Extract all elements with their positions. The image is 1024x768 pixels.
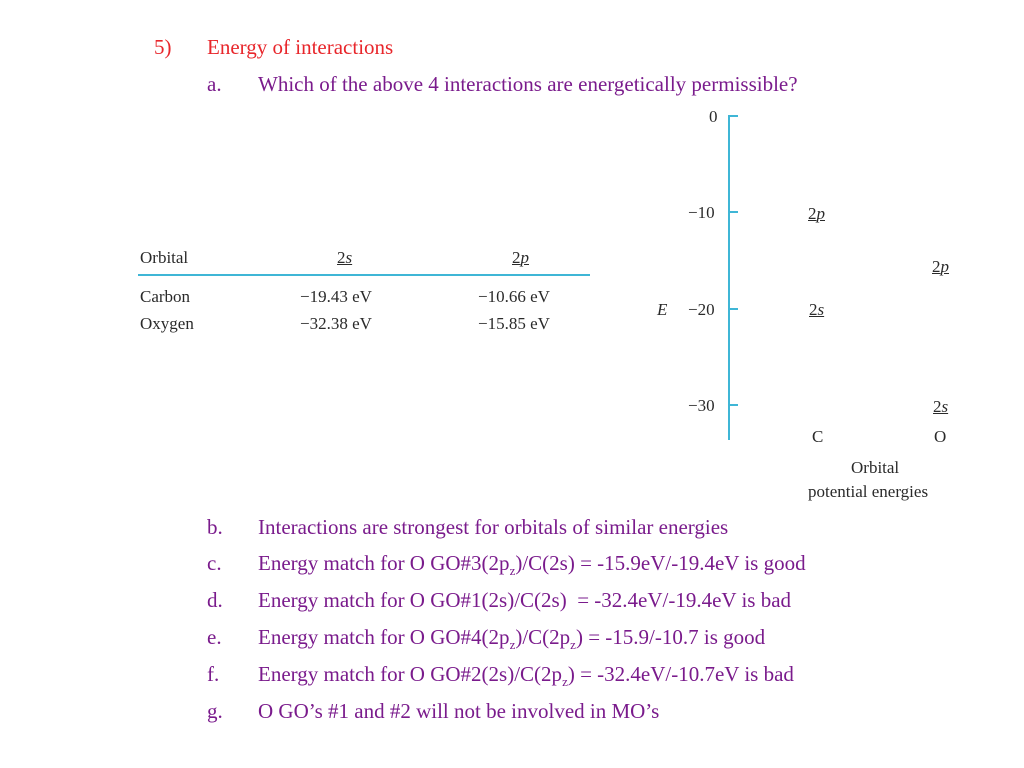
table-row-carbon-label: Carbon (140, 287, 191, 306)
item-d-text: Energy match for O GO#1(2s)/C(2s) = -32.4eV/-19.4eV is bad (258, 588, 792, 612)
item-a-marker: a. (207, 72, 222, 96)
item-f-text: Energy match for O $GO\#2(2s)/C(2p_z) = -32.4eV/-10.7eV$ is bad (258, 662, 794, 690)
table-row-oxygen-label: Oxygen (140, 314, 194, 333)
table-row-oxygen-2s: −32.38 eV (300, 314, 372, 333)
item-e-marker: e. (207, 625, 222, 649)
item-c-text: Energy match for O $GO\#3(2p_z)/C(2s) = -15.9eV/-19.4eV$ is good (258, 551, 806, 579)
table-row-carbon-2s: −19.43 eV (300, 287, 372, 306)
table-row-carbon-2p: −10.66 eV (478, 287, 550, 306)
axis-tick-minus10: −10 (688, 203, 715, 222)
item-b-marker: b. (207, 515, 223, 539)
column-label-carbon: C (812, 427, 824, 446)
item-a-text: Which of the above 4 interactions are energetically permissible? (258, 72, 798, 96)
energy-axis (720, 105, 750, 450)
heading-number: 5) (154, 35, 172, 59)
item-b-text: Interactions are strongest for orbitals of similar energies (258, 515, 729, 539)
axis-tick-0: 0 (709, 107, 718, 126)
level-oxygen-2s: 2s (933, 397, 949, 416)
item-g-marker: g. (207, 699, 223, 723)
column-label-oxygen: O (934, 427, 947, 446)
table-header-rule (138, 274, 590, 276)
item-f-marker: f. (207, 662, 220, 686)
table-header-2s: 2s (337, 248, 353, 267)
item-e-text: Energy match for O $GO\#4(2p_z)/C(2p_z) = -15.9/-10.7$ is good (258, 625, 766, 653)
item-d-marker: d. (207, 588, 223, 612)
table-row-oxygen-2p: −15.85 eV (478, 314, 550, 333)
diagram-caption-line2: potential energies (808, 482, 929, 501)
axis-tick-minus30: −30 (688, 396, 715, 415)
table-header-orbital: Orbital (140, 248, 189, 267)
axis-label-e: E (657, 300, 668, 319)
axis-tick-minus20: −20 (688, 300, 715, 319)
item-c-marker: c. (207, 551, 222, 575)
level-carbon-2p: 2p (808, 204, 825, 223)
diagram-caption-line1: Orbital (851, 458, 900, 477)
level-oxygen-2p: 2p (932, 257, 949, 276)
item-g-text: O GO’s #1 and #2 will not be involved in MO’s (258, 699, 660, 723)
table-header-2p: 2p (512, 248, 529, 267)
level-carbon-2s: 2s (809, 300, 825, 319)
heading-title: Energy of interactions (207, 35, 394, 59)
